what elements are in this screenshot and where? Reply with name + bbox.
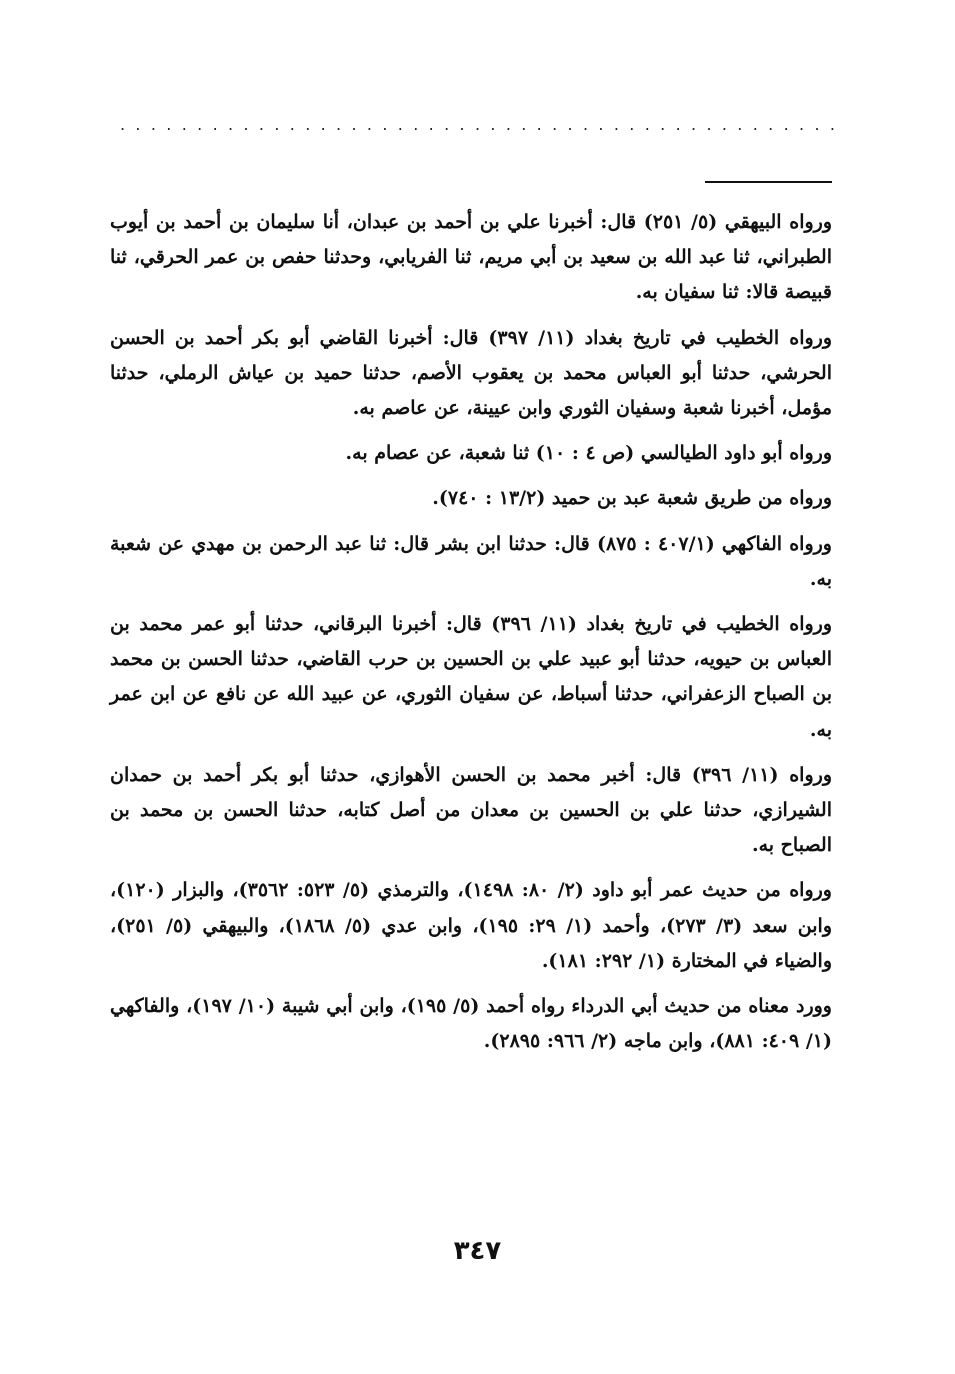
paragraph-abd-bin-humayd: ورواه من طريق شعبة عبد بن حميد (١٣/٢ : ٧٤٠). xyxy=(432,487,832,510)
paragraph-bayhaqi: ورواه البيهقي (٥/ ٢٥١) قال: أخبرنا علي بن أحمد بن عبدان، أنا سليمان بن أحمد بن أيوب الطبراني، ثنا عبد الله بن سعيد بن أبي مريم، ثنا الفريابي، وحدثنا حفص بن عمر الحرقي، ثنا قبيصة قالا: ثنا سفيان به. xyxy=(110,211,832,304)
dotted-separator: . . . . . . . . . . . . . . . . . . . . . . . . . . . . . . . . . . . . . . . . . . . . . . . xyxy=(120,115,835,134)
paragraph-khatib-397: ورواه الخطيب في تاريخ بغداد (١١/ ٣٩٧) قال: أخبرنا القاضي أبو بكر أحمد بن الحسن الحرشي، حدثنا أبو العباس محمد بن يعقوب الأصم، حدثنا حميد بن عياش الرملي، حدثنا مؤمل، أخبرنا شعبة وسفيان الثوري وابن عيينة، عن عاصم به. xyxy=(110,326,832,420)
paragraph-tayalisi: ورواه أبو داود الطيالسي (ص ٤ : ١٠) ثنا شعبة، عن عصام به. xyxy=(345,442,832,465)
paragraph-ahwazi: ورواه (١١/ ٣٩٦) قال: أخبر محمد بن الحسن الأهوازي، حدثنا أبو بكر أحمد بن حمدان الشيرازي، حدثنا علي بن الحسين بن معدان من أصل كتابه، حدثنا الحسن بن محمد بن الصباح به. xyxy=(110,763,832,857)
paragraph-umar-hadith: ورواه من حديث عمر أبو داود (٢/ ٨٠: ١٤٩٨)، والترمذي (٥/ ٥٢٣: ٣٥٦٢)، والبزار (١٢٠)، وابن سعد (٣/ ٢٧٣)، وأحمد (١/ ٢٩: ١٩٥)، وابن عدي (٥/ ١٨٦٨)، والبيهقي (٥/ ٢٥١)، والضياء في المختارة (١/ ٢٩٢: ١٨١). xyxy=(110,879,833,972)
footnote-rule xyxy=(705,181,832,183)
paragraph-abu-darda: وورد معناه من حديث أبي الدرداء رواه أحمد (٥/ ١٩٥)، وابن أبي شيبة (١٠/ ١٩٧)، والفاكهي (١/ ٤٠٩: ٨٨١)، وابن ماجه (٢/ ٩٦٦: ٢٨٩٥). xyxy=(110,995,832,1053)
paragraph-fakihi: ورواه الفاكهي (٤٠٧/١ : ٨٧٥) قال: حدثنا ابن بشر قال: ثنا عبد الرحمن بن مهدي عن شعبة به. xyxy=(110,532,832,590)
footnote-text xyxy=(110,205,832,1069)
paragraph-khatib-396: ورواه الخطيب في تاريخ بغداد (١١/ ٣٩٦) قال: أخبرنا البرقاني، حدثنا أبو عمر محمد بن العباس بن حيويه، حدثنا أبو عبيد علي بن الحسين بن حرب القاضي، حدثنا الحسن بن محمد بن الصباح الزعفراني، حدثنا أسباط، عن سفيان الثوري، عن عبيد الله عن نافع عن ابن عمر به. xyxy=(110,613,833,741)
page-number: ٣٤٧ xyxy=(453,1236,502,1266)
